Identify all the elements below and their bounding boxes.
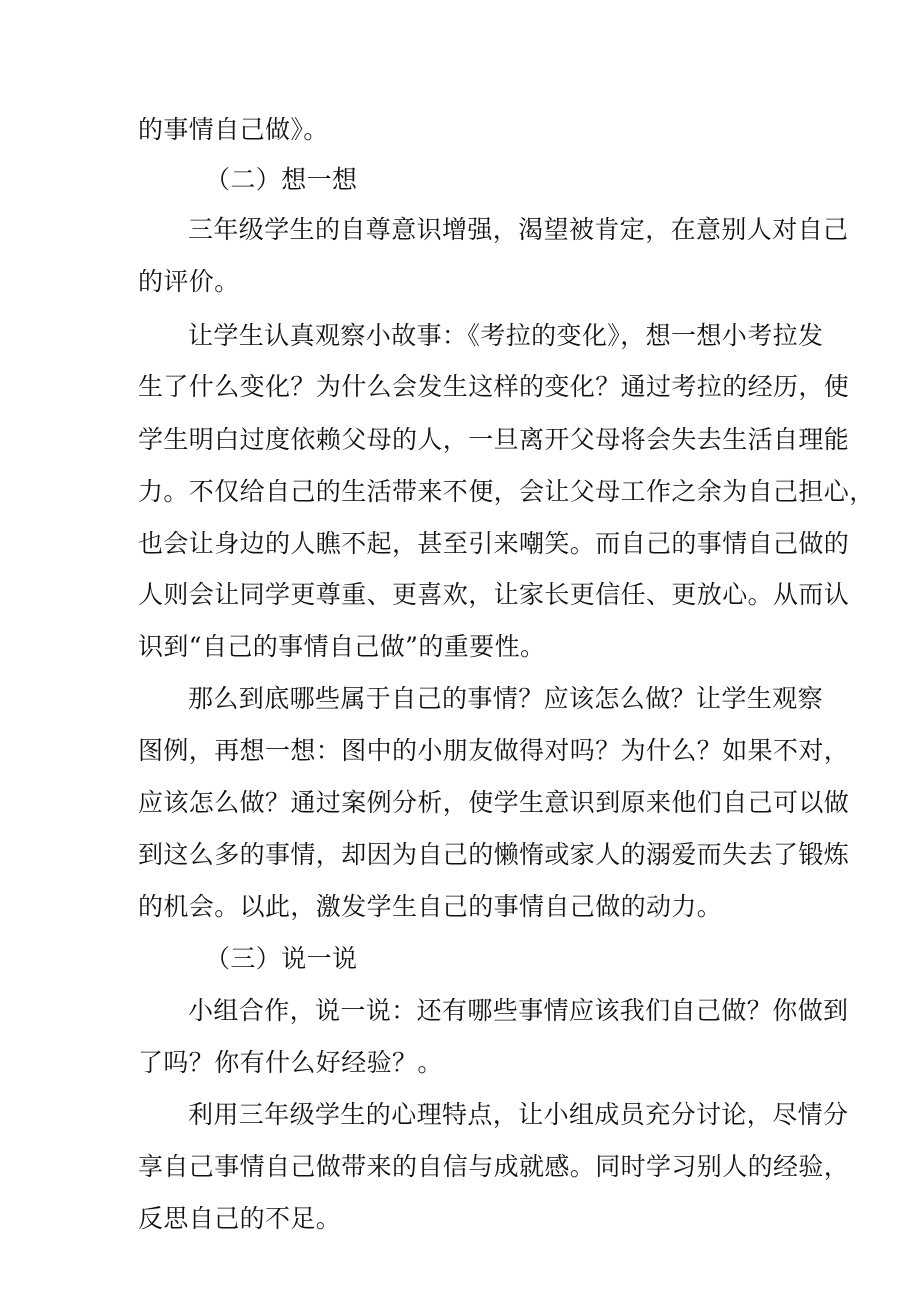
text-line: 生了什么变化？为什么会发生这样的变化？通过考拉的经历，使 xyxy=(138,372,850,401)
text-line: 到这么多的事情，却因为自己的懒惰或家人的溺爱而失去了锻炼 xyxy=(138,840,850,869)
text-line: 反思自己的不足。 xyxy=(138,1204,342,1233)
text-line: 了吗？你有什么好经验？。 xyxy=(138,1048,443,1077)
text-line: 利用三年级学生的心理特点，让小组成员充分讨论，尽情分 xyxy=(188,1100,849,1129)
text-line: 的事情自己做》。 xyxy=(138,115,329,144)
section-heading: （二）想一想 xyxy=(205,165,358,194)
text-line: 人则会让同学更尊重、更喜欢，让家长更信任、更放心。从而认 xyxy=(138,580,850,609)
text-line: 那么到底哪些属于自己的事情？应该怎么做？让学生观察 xyxy=(188,684,824,713)
text-line: 三年级学生的自尊意识增强，渴望被肯定，在意别人对自己 xyxy=(188,215,849,244)
text-line: 享自己事情自己做带来的自信与成就感。同时学习别人的经验， xyxy=(138,1152,850,1181)
text-line: 小组合作，说一说：还有哪些事情应该我们自己做？你做到 xyxy=(188,996,849,1025)
text-line: 的机会。以此，激发学生自己的事情自己做的动力。 xyxy=(138,892,723,921)
text-line: 应该怎么做？通过案例分析，使学生意识到原来他们自己可以做 xyxy=(138,788,850,817)
text-line: 识到“自己的事情自己做”的重要性。 xyxy=(138,632,546,661)
text-line: 力。不仅给自己的生活带来不便，会让父母工作之余为自己担心， xyxy=(138,477,875,506)
text-line: 的评价。 xyxy=(138,267,240,296)
section-heading: （三）说一说 xyxy=(205,944,358,973)
text-line: 也会让身边的人瞧不起，甚至引来嘲笑。而自己的事情自己做的 xyxy=(138,529,850,558)
text-line: 学生明白过度依赖父母的人，一旦离开父母将会失去生活自理能 xyxy=(138,425,850,454)
text-line: 图例，再想一想：图中的小朋友做得对吗？为什么？如果不对， xyxy=(138,736,850,765)
text-line: 让学生认真观察小故事：《考拉的变化》，想一想小考拉发 xyxy=(188,321,824,350)
